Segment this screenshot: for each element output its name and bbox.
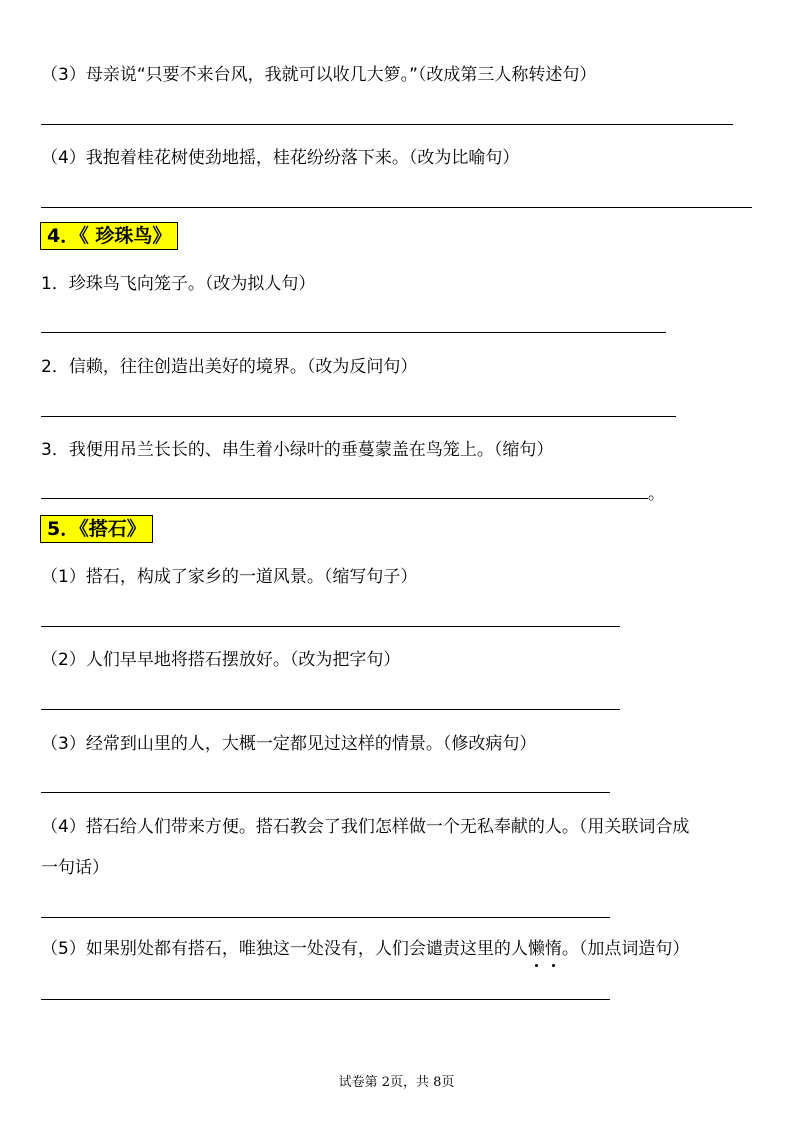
answer-line-3-3[interactable] xyxy=(41,124,733,125)
section-5-heading xyxy=(40,515,153,543)
answer-line-5-1[interactable] xyxy=(41,626,620,627)
section-5-heading-text: 5．《搭石》 xyxy=(47,518,146,540)
section-4-heading-text: 4．《 珍珠鸟》 xyxy=(47,225,172,247)
emphasis-dot-char-1: 懒 xyxy=(527,939,545,959)
question-3-3: （3）母亲说“只要不来台风，我就可以收几大箩。”（改成第三人称转述句） xyxy=(41,65,597,85)
answer-line-5-5[interactable] xyxy=(41,999,610,1000)
question-5-4-line2: 一句话） xyxy=(41,858,109,878)
question-5-5-text: （5）如果别处都有搭石，唯独这一处没有，人们会谴责这里的人 xyxy=(41,939,528,959)
question-5-1: （1）搭石，构成了家乡的一道风景。（缩写句子） xyxy=(41,567,418,587)
answer-line-5-3[interactable] xyxy=(41,792,610,793)
question-5-4-line1: （4）搭石给人们带来方便。搭石教会了我们怎样做一个无私奉献的人。（用关联词合成 xyxy=(41,817,690,837)
question-4-2: 2．信赖，往往创造出美好的境界。（改为反问句） xyxy=(41,357,418,377)
answer-line-5-4[interactable] xyxy=(41,917,610,918)
question-5-5 xyxy=(41,938,689,960)
question-3-4: （4）我抱着桂花树使劲地摇，桂花纷纷落下来。（改为比喻句） xyxy=(41,148,520,168)
answer-line-4-1[interactable] xyxy=(41,332,666,333)
question-5-5-instruction: 。（加点词造句） xyxy=(561,939,690,959)
question-4-3: 3．我便用吊兰长长的、串生着小绿叶的垂蔓蒙盖在鸟笼上。（缩句） xyxy=(41,440,554,460)
question-5-3: （3）经常到山里的人，大概一定都见过这样的情景。（修改病句） xyxy=(41,734,537,754)
answer-line-4-2[interactable] xyxy=(41,416,676,417)
section-4-heading xyxy=(40,222,178,250)
page-footer: 试卷第 2页，共 8页 xyxy=(338,1075,455,1090)
answer-line-5-2[interactable] xyxy=(41,709,620,710)
answer-line-4-3[interactable] xyxy=(41,498,648,499)
answer-line-4-3-period: 。 xyxy=(648,484,665,504)
question-5-2: （2）人们早早地将搭石摆放好。（改为把字句） xyxy=(41,650,401,670)
answer-line-3-4[interactable] xyxy=(41,207,752,208)
emphasis-dot-char-2: 惰 xyxy=(544,939,562,959)
question-4-1: 1．珍珠鸟飞向笼子。（改为拟人句） xyxy=(41,274,316,294)
